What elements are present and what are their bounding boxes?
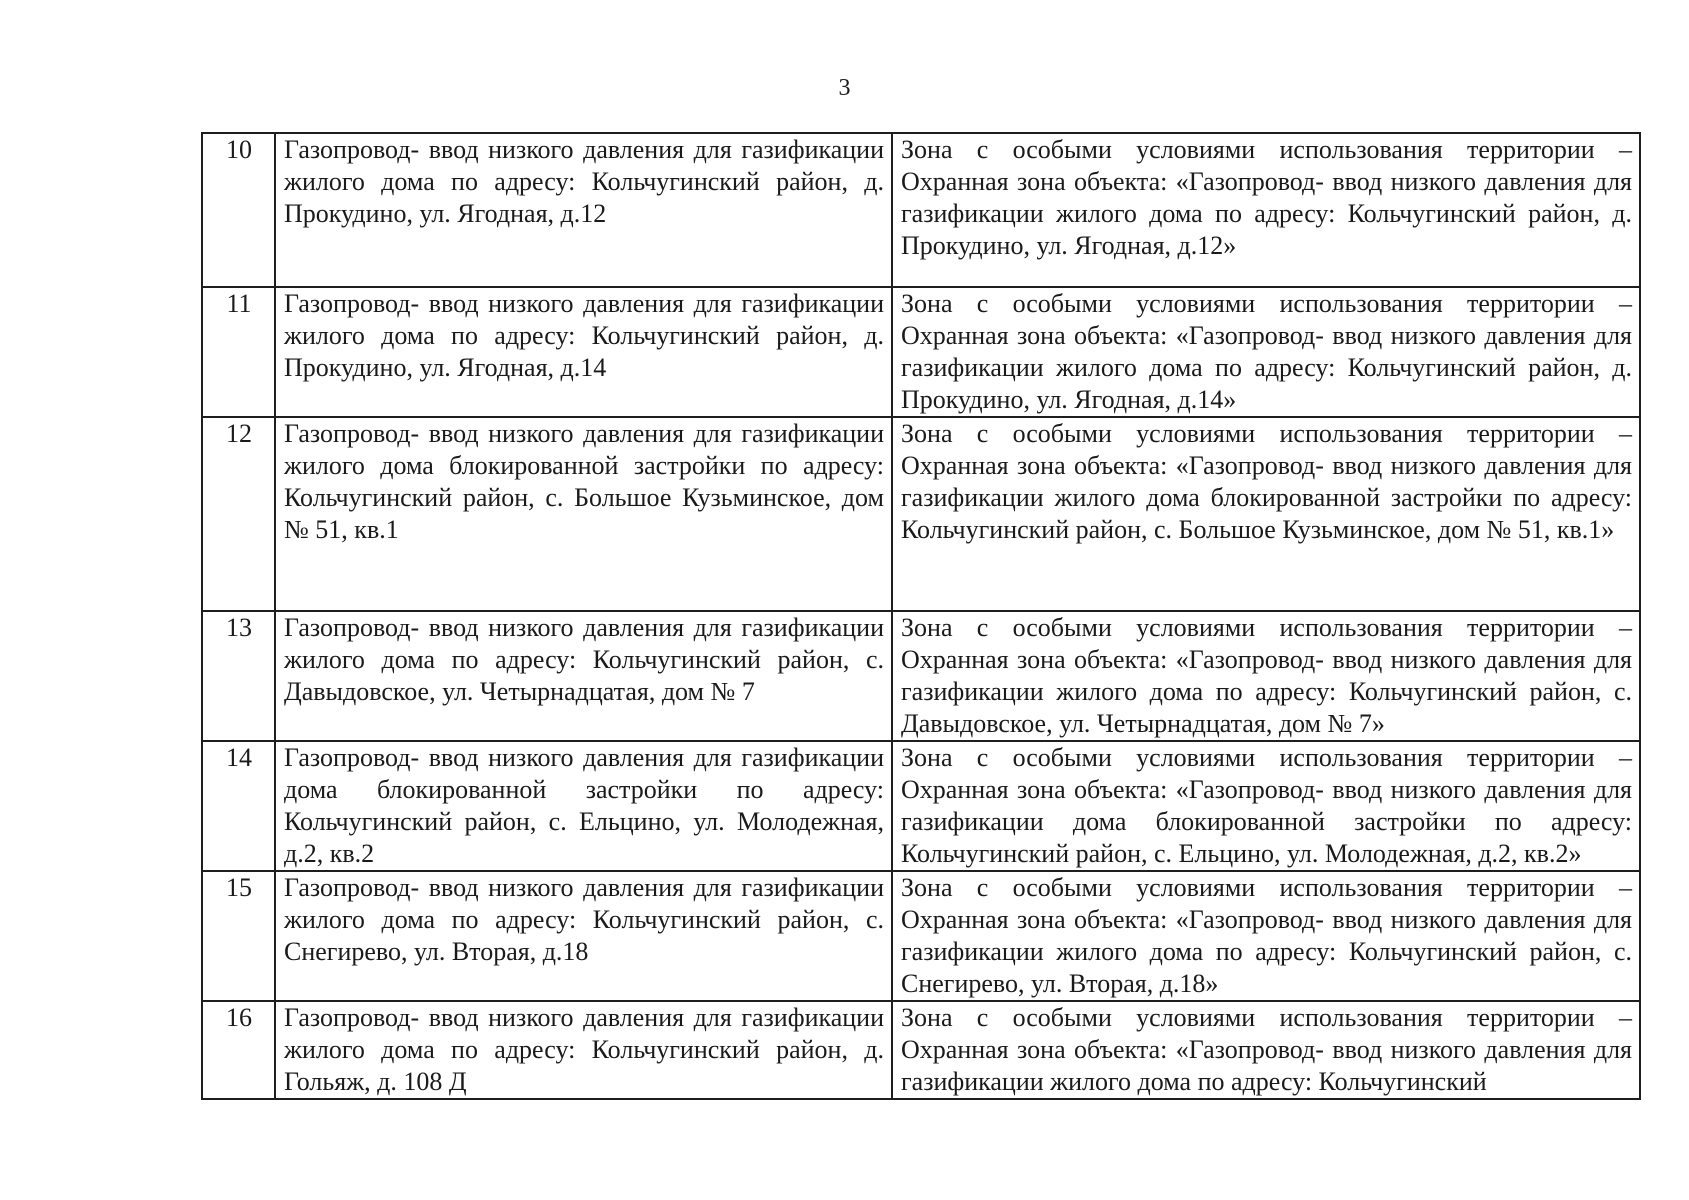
row-number: 15 <box>202 871 275 1001</box>
table-row <box>202 871 1640 1001</box>
zone-description: Зона с особыми условиями использования территории – Охранная зона объекта: «Газопровод- ввод низкого давления для газификации жилого дома по адресу: Кольчугинский район, с. Давыдовское, ул. Четырнадцатая, дом № 7» <box>892 611 1640 741</box>
row-number: 11 <box>202 287 275 417</box>
object-description: Газопровод- ввод низкого давления для газификации жилого дома по адресу: Кольчугинский район, с. Снегирево, ул. Вторая, д.18 <box>275 871 892 1001</box>
zone-description: Зона с особыми условиями использования территории – Охранная зона объекта: «Газопровод- ввод низкого давления для газификации жилого дома по адресу: Кольчугинский <box>892 1001 1640 1099</box>
table-row <box>202 417 1640 611</box>
row-number: 16 <box>202 1001 275 1099</box>
object-description: Газопровод- ввод низкого давления для газификации жилого дома блокированной застройки по адресу: Кольчугинский район, с. Большое Кузьминское, дом № 51, кв.1 <box>275 417 892 611</box>
zones-table <box>201 132 1641 1100</box>
object-description: Газопровод- ввод низкого давления для газификации жилого дома по адресу: Кольчугинский район, д. Гольяж, д. 108 Д <box>275 1001 892 1099</box>
zone-description: Зона с особыми условиями использования территории – Охранная зона объекта: «Газопровод- ввод низкого давления для газификации жилого дома по адресу: Кольчугинский район, д. Прокудино, ул. Ягодная, д.14» <box>892 287 1640 417</box>
table-row <box>202 287 1640 417</box>
row-number: 12 <box>202 417 275 611</box>
zone-description: Зона с особыми условиями использования территории – Охранная зона объекта: «Газопровод- ввод низкого давления для газификации жилого дома по адресу: Кольчугинский район, с. Снегирево, ул. Вторая, д.18» <box>892 871 1640 1001</box>
object-description: Газопровод- ввод низкого давления для газификации дома блокированной застройки по адресу: Кольчугинский район, с. Ельцино, ул. Молодежная, д.2, кв.2 <box>275 741 892 871</box>
table-row <box>202 741 1640 871</box>
zone-description: Зона с особыми условиями использования территории – Охранная зона объекта: «Газопровод- ввод низкого давления для газификации жилого дома по адресу: Кольчугинский район, д. Прокудино, ул. Ягодная, д.12» <box>892 133 1640 287</box>
object-description: Газопровод- ввод низкого давления для газификации жилого дома по адресу: Кольчугинский район, д. Прокудино, ул. Ягодная, д.14 <box>275 287 892 417</box>
row-number: 10 <box>202 133 275 287</box>
row-number: 13 <box>202 611 275 741</box>
table-row <box>202 133 1640 287</box>
row-number: 14 <box>202 741 275 871</box>
zone-description: Зона с особыми условиями использования территории – Охранная зона объекта: «Газопровод- ввод низкого давления для газификации жилого дома блокированной застройки по адресу: Кольчугинский район, с. Большое Кузьминское, дом № 51, кв.1» <box>892 417 1640 611</box>
table-row <box>202 1001 1640 1099</box>
object-description: Газопровод- ввод низкого давления для газификации жилого дома по адресу: Кольчугинский район, д. Прокудино, ул. Ягодная, д.12 <box>275 133 892 287</box>
page-number: 3 <box>838 75 851 101</box>
object-description: Газопровод- ввод низкого давления для газификации жилого дома по адресу: Кольчугинский район, с. Давыдовское, ул. Четырнадцатая, дом № 7 <box>275 611 892 741</box>
table-row <box>202 611 1640 741</box>
zone-description: Зона с особыми условиями использования территории – Охранная зона объекта: «Газопровод- ввод низкого давления для газификации дома блокированной застройки по адресу: Кольчугинский район, с. Ельцино, ул. Молодежная, д.2, кв.2» <box>892 741 1640 871</box>
